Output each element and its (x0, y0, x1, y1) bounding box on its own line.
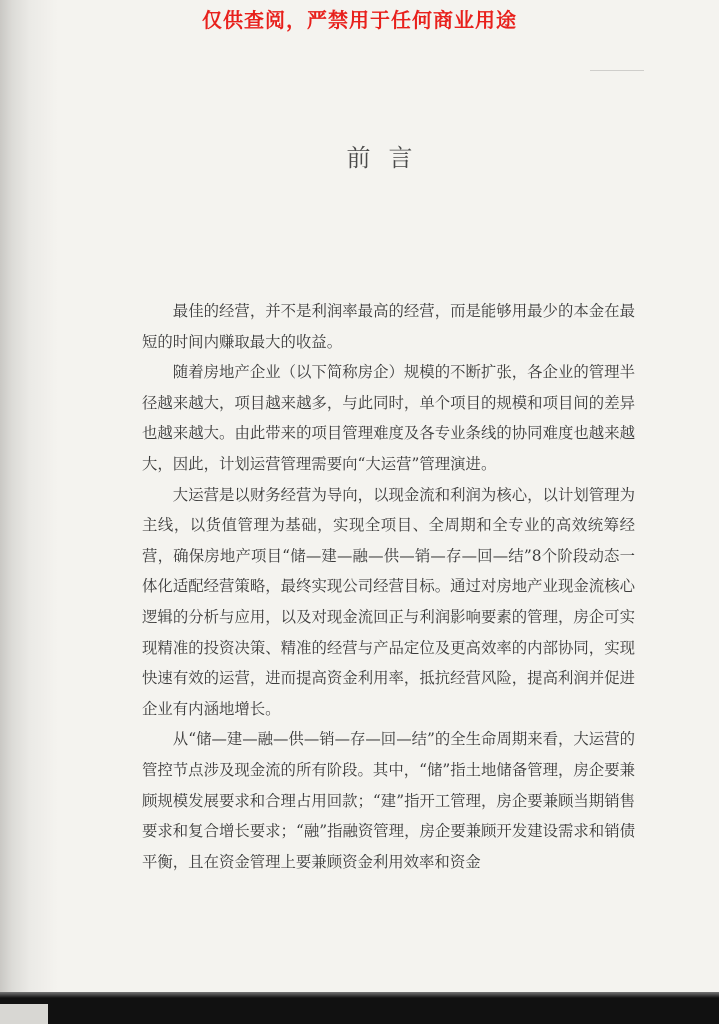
paragraph: 随着房地产企业（以下简称房企）规模的不断扩张，各企业的管理半径越来越大，项目越来越多，与此同时，单个项目的规模和项目间的差异也越来越大。由此带来的项目管理难度及各专业条线的协同难度也越来越大，因此，计划运营管理需要向“大运营”管理演进。 (142, 363, 635, 473)
header-rule (590, 70, 644, 71)
page-title: 前言 (346, 144, 431, 172)
watermark-text: 仅供查阅，严禁用于任何商业用途 (202, 8, 517, 32)
scan-bottom-edge (0, 992, 719, 1024)
body-text (142, 296, 635, 877)
scan-corner (0, 1004, 48, 1024)
paragraph: 从“储—建—融—供—销—存—回—结”的全生命周期来看，大运营的管控节点涉及现金流的所有阶段。其中，“储”指土地储备管理，房企要兼顾规模发展要求和合理占用回款；“建”指开工管理，房企要兼顾当期销售要求和复合增长要求；“融”指融资管理，房企要兼顾开发建设需求和销债平衡，且在资金管理上要兼顾资金利用效率和资金 (142, 730, 635, 871)
paragraph: 最佳的经营，并不是利润率最高的经营，而是能够用最少的本金在最短的时间内赚取最大的收益。 (142, 302, 635, 351)
paragraph: 大运营是以财务经营为导向，以现金流和利润为核心，以计划管理为主线，以货值管理为基础，实现全项目、全周期和全专业的高效统筹经营，确保房地产项目“储—建—融—供—销—存—回—结”8个阶段动态一体化适配经营策略，最终实现公司经营目标。通过对房地产业现金流核心逻辑的分析与应用，以及对现金流回正与利润影响要素的管理，房企可实现精准的投资决策、精准的经营与产品定位及更高效率的内部协同，实现快速有效的运营，进而提高资金利用率，抵抗经营风险，提高利润并促进企业有内涵地增长。 (142, 485, 635, 718)
